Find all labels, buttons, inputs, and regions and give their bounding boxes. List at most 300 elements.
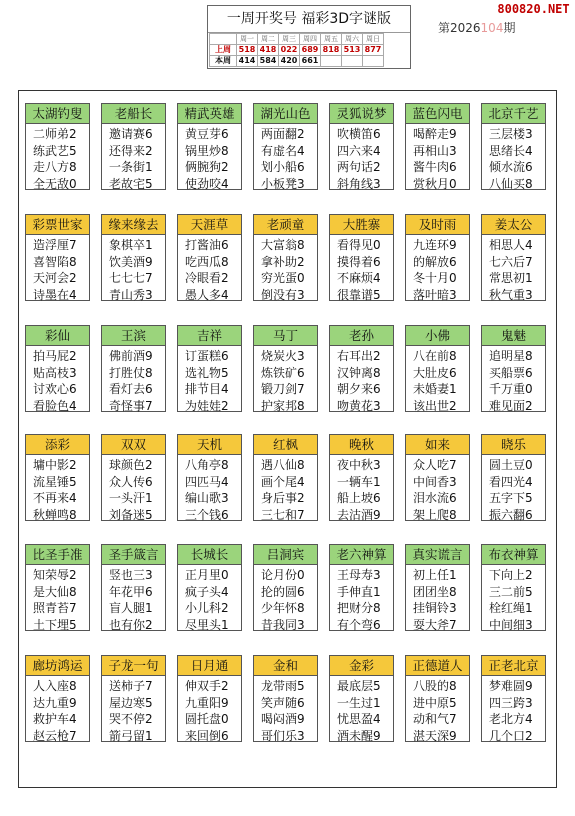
day-header-row xyxy=(210,34,384,45)
riddle-line: 二师弟2 xyxy=(33,127,77,141)
riddle-card xyxy=(329,434,394,521)
riddle-line: 一辆车1 xyxy=(337,474,381,489)
riddle-line: 湛天深9 xyxy=(413,728,457,743)
riddle-line: 老北方4 xyxy=(489,712,533,726)
riddle-line: 汉钟离8 xyxy=(337,365,381,380)
riddle-line: 球颜色2 xyxy=(109,458,153,472)
riddle-lines xyxy=(406,235,469,303)
riddle-card-title: 布衣神算 xyxy=(482,545,545,565)
riddle-lines xyxy=(330,455,393,523)
riddle-line: 锻刀剑7 xyxy=(261,382,305,396)
riddle-line: 选礼物5 xyxy=(185,365,229,380)
riddle-line: 八股的8 xyxy=(413,679,457,693)
riddle-card xyxy=(25,103,90,190)
riddle-card xyxy=(101,103,166,190)
last-week-row xyxy=(210,45,384,56)
riddle-line: 两句话2 xyxy=(337,160,381,174)
riddle-card-title: 王滨 xyxy=(102,326,165,346)
riddle-card-title: 正德道人 xyxy=(406,656,469,676)
riddle-card-title: 马丁 xyxy=(254,326,317,346)
riddle-card-title: 真实谎言 xyxy=(406,545,469,565)
riddle-line: 护家邦8 xyxy=(261,398,305,413)
riddle-line: 船上坡6 xyxy=(337,491,381,505)
issue-prefix: 第2026 xyxy=(438,21,481,35)
riddle-line: 团团坐8 xyxy=(413,584,457,599)
riddle-line: 照青苔7 xyxy=(33,601,77,615)
riddle-lines xyxy=(26,455,89,523)
riddle-line: 三层楼3 xyxy=(489,127,533,141)
riddle-card-title: 子龙一句 xyxy=(102,656,165,676)
riddle-line: 讨欢心6 xyxy=(33,382,77,396)
draw-number xyxy=(363,56,384,67)
riddle-line: 烧炭火3 xyxy=(261,349,305,363)
riddle-line: 冬十月0 xyxy=(413,271,457,285)
riddle-line: 振六翻6 xyxy=(489,507,533,522)
riddle-lines xyxy=(102,124,165,192)
riddle-card xyxy=(253,214,318,301)
riddle-card xyxy=(329,544,394,631)
riddle-lines xyxy=(406,676,469,744)
riddle-card-title: 晓乐 xyxy=(482,435,545,455)
riddle-line: 送柿子7 xyxy=(109,679,153,693)
riddle-line: 老故宅5 xyxy=(109,176,153,191)
riddle-line: 三七和7 xyxy=(261,507,305,522)
riddle-line: 抡的圆6 xyxy=(261,584,305,599)
riddle-line: 哥们乐3 xyxy=(261,728,305,743)
riddle-card-title: 正老北京 xyxy=(482,656,545,676)
riddle-card xyxy=(177,434,242,521)
riddle-line: 圆托盘0 xyxy=(185,712,229,726)
riddle-lines xyxy=(26,676,89,744)
riddle-card xyxy=(101,655,166,742)
riddle-line: 俩腕狗2 xyxy=(185,160,229,174)
riddle-card-title: 精武英雄 xyxy=(178,104,241,124)
riddle-line: 愚人多4 xyxy=(185,287,229,302)
this-week-row xyxy=(210,56,384,67)
riddle-lines xyxy=(178,235,241,303)
day-header: 周四 xyxy=(300,34,321,45)
riddle-lines xyxy=(254,235,317,303)
draw-results-table xyxy=(209,33,384,67)
draw-number: 877 xyxy=(363,45,384,56)
riddle-line: 常思初1 xyxy=(489,271,533,285)
riddle-line: 昔我同3 xyxy=(261,617,305,632)
riddle-lines xyxy=(406,565,469,633)
riddle-line: 土下埋5 xyxy=(33,617,77,632)
riddle-lines xyxy=(330,235,393,303)
riddle-card-title: 圣手箴言 xyxy=(102,545,165,565)
riddle-line: 倾水流6 xyxy=(489,160,533,174)
riddle-lines xyxy=(254,565,317,633)
riddle-line: 造浮厘7 xyxy=(33,238,77,252)
riddle-line: 箭弓留1 xyxy=(109,728,153,743)
riddle-line: 不麻烦4 xyxy=(337,271,381,285)
riddle-line: 年花甲6 xyxy=(109,584,153,599)
riddle-lines xyxy=(102,565,165,633)
riddle-line: 很靠谱5 xyxy=(337,287,381,302)
riddle-card xyxy=(253,434,318,521)
riddle-lines xyxy=(254,455,317,523)
riddle-line: 两面翻2 xyxy=(261,127,305,141)
riddle-line: 梦难圆9 xyxy=(489,679,533,693)
riddle-card xyxy=(177,103,242,190)
riddle-line: 一头汗1 xyxy=(109,491,153,505)
riddle-card xyxy=(25,655,90,742)
corner-cell xyxy=(210,34,237,45)
riddle-line: 吻黄花3 xyxy=(337,398,381,413)
riddle-card-title: 老六神算 xyxy=(330,545,393,565)
riddle-line: 知荣辱2 xyxy=(33,568,77,582)
riddle-lines xyxy=(178,124,241,192)
riddle-lines xyxy=(254,124,317,192)
day-header: 周六 xyxy=(342,34,363,45)
riddle-card xyxy=(177,544,242,631)
riddle-line: 身后事2 xyxy=(261,491,305,505)
riddle-lines xyxy=(26,565,89,633)
riddle-lines xyxy=(482,235,545,303)
riddle-lines xyxy=(482,346,545,414)
riddle-line: 正月里0 xyxy=(185,568,229,582)
riddle-line: 还得来2 xyxy=(109,143,153,158)
riddle-line: 拍马屁2 xyxy=(33,349,77,363)
riddle-card-title: 蓝色闪电 xyxy=(406,104,469,124)
riddle-line: 七七七7 xyxy=(109,271,153,285)
riddle-line: 右耳出2 xyxy=(337,349,381,363)
riddle-line: 泪水流6 xyxy=(413,491,457,505)
riddle-card xyxy=(329,103,394,190)
riddle-lines xyxy=(330,565,393,633)
riddle-line: 饮美酒9 xyxy=(109,254,153,269)
riddle-line: 竖也三3 xyxy=(109,568,153,582)
riddle-line: 达九重9 xyxy=(33,695,77,710)
riddle-card-title: 添彩 xyxy=(26,435,89,455)
riddle-lines xyxy=(482,676,545,744)
riddle-lines xyxy=(254,346,317,414)
draw-number xyxy=(342,56,363,67)
riddle-line: 栓红绳1 xyxy=(489,601,533,615)
riddle-card xyxy=(481,544,546,631)
this-week-label: 本周 xyxy=(210,56,237,67)
riddle-card xyxy=(25,544,90,631)
riddle-card xyxy=(25,434,90,521)
riddle-card xyxy=(253,325,318,412)
riddle-line: 的解放6 xyxy=(413,254,457,269)
riddle-lines xyxy=(482,455,545,523)
issue-number xyxy=(438,19,515,36)
riddle-line: 中间香3 xyxy=(413,474,457,489)
riddle-line: 初上任1 xyxy=(413,568,457,582)
riddle-card xyxy=(101,434,166,521)
riddle-line: 划小船6 xyxy=(261,160,305,174)
riddle-card xyxy=(25,214,90,301)
riddle-line: 朝夕来6 xyxy=(337,382,381,396)
riddle-card xyxy=(329,325,394,412)
riddle-line: 穷光蛋0 xyxy=(261,271,305,285)
riddle-line: 炼铁矿6 xyxy=(261,365,305,380)
riddle-line: 该出世2 xyxy=(413,398,457,413)
riddle-line: 贴高枝3 xyxy=(33,365,77,380)
riddle-line: 订蛋糕6 xyxy=(185,349,229,363)
riddle-card xyxy=(481,655,546,742)
riddle-line: 遇八仙8 xyxy=(261,458,305,472)
day-header: 周二 xyxy=(258,34,279,45)
riddle-line: 动和气7 xyxy=(413,712,457,726)
riddle-line: 大肚皮6 xyxy=(413,365,457,380)
riddle-line: 喜智陷8 xyxy=(33,254,77,269)
riddle-card xyxy=(101,214,166,301)
riddle-line: 小儿科2 xyxy=(185,601,229,615)
riddle-lines xyxy=(178,676,241,744)
riddle-card-title: 灵狐说梦 xyxy=(330,104,393,124)
riddle-card-title: 红枫 xyxy=(254,435,317,455)
riddle-card-title: 太湖钓叟 xyxy=(26,104,89,124)
riddle-line: 尽里头1 xyxy=(185,617,229,632)
riddle-line: 八角亭8 xyxy=(185,458,229,472)
riddle-card xyxy=(329,655,394,742)
draw-number: 584 xyxy=(258,56,279,67)
riddle-card-title: 双双 xyxy=(102,435,165,455)
riddle-line: 吃西瓜8 xyxy=(185,254,229,269)
riddle-line: 打酱油6 xyxy=(185,238,229,252)
riddle-card-title: 天机 xyxy=(178,435,241,455)
riddle-line: 天河会2 xyxy=(33,271,77,285)
riddle-lines xyxy=(102,676,165,744)
riddle-lines xyxy=(102,346,165,414)
riddle-line: 看脸色4 xyxy=(33,398,77,413)
riddle-card xyxy=(177,655,242,742)
riddle-line: 众人吃7 xyxy=(413,458,457,472)
riddle-line: 全无敌0 xyxy=(33,176,77,191)
riddle-card-title: 彩票世家 xyxy=(26,215,89,235)
riddle-lines xyxy=(26,235,89,303)
riddle-lines xyxy=(406,124,469,192)
riddle-card-title: 老孙 xyxy=(330,326,393,346)
riddle-line: 盲人腿1 xyxy=(109,601,153,615)
riddle-line: 忧思盈4 xyxy=(337,712,381,726)
riddle-card-title: 廊坊鸿运 xyxy=(26,656,89,676)
riddle-line: 有个弯6 xyxy=(337,617,381,632)
riddle-line: 赵云枪7 xyxy=(33,728,77,743)
riddle-line: 走八方8 xyxy=(33,160,77,174)
riddle-lines xyxy=(178,455,241,523)
riddle-lines xyxy=(102,235,165,303)
riddle-line: 伸双手2 xyxy=(185,679,229,693)
issue-number-value: 104 xyxy=(480,21,504,35)
riddle-card-title: 姜太公 xyxy=(482,215,545,235)
riddle-lines xyxy=(330,346,393,414)
riddle-line: 九连环9 xyxy=(413,238,457,252)
riddle-line: 耍大斧7 xyxy=(413,617,457,632)
riddle-line: 看灯去6 xyxy=(109,382,153,396)
draw-number: 414 xyxy=(237,56,258,67)
riddle-line: 救护车4 xyxy=(33,712,77,726)
riddle-card xyxy=(253,544,318,631)
riddle-line: 看得见0 xyxy=(337,238,381,252)
riddle-line: 四六来4 xyxy=(337,143,381,158)
riddle-card xyxy=(405,325,470,412)
riddle-line: 去沽酒9 xyxy=(337,507,381,522)
riddle-line: 王母寿3 xyxy=(337,568,381,582)
riddle-line: 八在前8 xyxy=(413,349,457,363)
riddle-line: 来回倒6 xyxy=(185,728,229,743)
riddle-card-grid xyxy=(18,90,557,788)
riddle-lines xyxy=(330,676,393,744)
riddle-line: 落叶暗3 xyxy=(413,287,457,302)
riddle-line: 墉中影2 xyxy=(33,458,77,472)
riddle-card-title: 湖光山色 xyxy=(254,104,317,124)
riddle-line: 也有你2 xyxy=(109,617,153,632)
riddle-card-title: 大胜寨 xyxy=(330,215,393,235)
day-header: 周五 xyxy=(321,34,342,45)
riddle-line: 编山歌3 xyxy=(185,491,229,505)
riddle-line: 夜中秋3 xyxy=(337,458,381,472)
riddle-line: 刘备迷5 xyxy=(109,507,153,522)
riddle-lines xyxy=(406,346,469,414)
riddle-line: 难见面2 xyxy=(489,398,533,413)
riddle-line: 圆土豆0 xyxy=(489,458,533,472)
riddle-line: 小板凳3 xyxy=(261,176,305,191)
riddle-card xyxy=(405,655,470,742)
riddle-lines xyxy=(102,455,165,523)
riddle-line: 少年怀8 xyxy=(261,601,305,615)
riddle-lines xyxy=(178,346,241,414)
riddle-card xyxy=(25,325,90,412)
riddle-lines xyxy=(330,124,393,192)
draw-number: 689 xyxy=(300,45,321,56)
riddle-line: 九重阳9 xyxy=(185,695,229,710)
riddle-line: 佛前酒9 xyxy=(109,349,153,363)
riddle-line: 几个口2 xyxy=(489,728,533,743)
riddle-card-title: 天涯草 xyxy=(178,215,241,235)
riddle-card-title: 吕洞宾 xyxy=(254,545,317,565)
riddle-line: 把财分8 xyxy=(337,601,381,615)
riddle-card-title: 如来 xyxy=(406,435,469,455)
riddle-line: 架上爬8 xyxy=(413,507,457,522)
header-title: 一周开奖号 福彩3D字谜版 xyxy=(208,6,410,33)
riddle-lines xyxy=(482,565,545,633)
riddle-card xyxy=(481,103,546,190)
riddle-line: 五字下5 xyxy=(489,491,533,505)
last-week-label: 上周 xyxy=(210,45,237,56)
riddle-card xyxy=(101,544,166,631)
draw-number: 418 xyxy=(258,45,279,56)
draw-number: 518 xyxy=(237,45,258,56)
riddle-card xyxy=(481,434,546,521)
riddle-line: 再相山3 xyxy=(413,143,457,158)
riddle-card-title: 缘来缘去 xyxy=(102,215,165,235)
riddle-card-title: 鬼魅 xyxy=(482,326,545,346)
day-header: 周三 xyxy=(279,34,300,45)
riddle-line: 青山秀3 xyxy=(109,287,153,302)
riddle-card xyxy=(329,214,394,301)
riddle-line: 屋边寒5 xyxy=(109,695,153,710)
riddle-card-title: 北京千艺 xyxy=(482,104,545,124)
riddle-line: 使劲咬4 xyxy=(185,176,229,191)
riddle-card-title: 比圣手准 xyxy=(26,545,89,565)
draw-number: 513 xyxy=(342,45,363,56)
riddle-card-title: 日月通 xyxy=(178,656,241,676)
riddle-line: 为娃娃2 xyxy=(185,398,229,413)
riddle-line: 是大仙8 xyxy=(33,584,77,599)
riddle-line: 秋蝉鸣8 xyxy=(33,507,77,522)
riddle-line: 人入座8 xyxy=(33,679,77,693)
riddle-line: 下向上2 xyxy=(489,568,533,582)
draw-number xyxy=(321,56,342,67)
riddle-card-title: 金彩 xyxy=(330,656,393,676)
draw-number: 420 xyxy=(279,56,300,67)
riddle-lines xyxy=(406,455,469,523)
riddle-line: 有虚名4 xyxy=(261,143,305,158)
riddle-line: 打胜仗8 xyxy=(109,365,153,380)
riddle-card xyxy=(405,214,470,301)
riddle-line: 未婚妻1 xyxy=(413,382,457,396)
riddle-card-title: 小佛 xyxy=(406,326,469,346)
riddle-lines xyxy=(26,124,89,192)
riddle-line: 秋气重3 xyxy=(489,287,533,302)
riddle-card xyxy=(405,103,470,190)
riddle-line: 三二前5 xyxy=(489,584,533,599)
riddle-line: 酱牛肉6 xyxy=(413,160,457,174)
riddle-line: 龙带雨5 xyxy=(261,679,305,693)
riddle-card-title: 晚秋 xyxy=(330,435,393,455)
riddle-line: 思绪长4 xyxy=(489,143,533,158)
riddle-line: 中间细3 xyxy=(489,617,533,632)
riddle-line: 排节目4 xyxy=(185,382,229,396)
riddle-card-title: 吉祥 xyxy=(178,326,241,346)
riddle-card xyxy=(177,214,242,301)
riddle-line: 买船票6 xyxy=(489,365,533,380)
riddle-card xyxy=(481,325,546,412)
riddle-line: 论月份0 xyxy=(261,568,305,582)
riddle-card-title: 彩仙 xyxy=(26,326,89,346)
riddle-card xyxy=(405,544,470,631)
riddle-line: 奇怪事7 xyxy=(109,398,153,413)
issue-suffix: 期 xyxy=(503,21,516,35)
riddle-card-title: 及时雨 xyxy=(406,215,469,235)
riddle-line: 邀请赛6 xyxy=(109,127,153,141)
riddle-card-title: 长城长 xyxy=(178,545,241,565)
riddle-line: 四三跨3 xyxy=(489,695,533,710)
riddle-line: 四匹马4 xyxy=(185,474,229,489)
riddle-card-title: 金和 xyxy=(254,656,317,676)
riddle-line: 手伸直1 xyxy=(337,584,381,599)
riddle-line: 看四光4 xyxy=(489,474,533,489)
riddle-line: 吹横笛6 xyxy=(337,127,381,141)
riddle-line: 哭不停2 xyxy=(109,712,153,726)
riddle-line: 进中原5 xyxy=(413,695,457,710)
draw-number: 022 xyxy=(279,45,300,56)
riddle-line: 三个钱6 xyxy=(185,507,229,522)
riddle-line: 赏秋月0 xyxy=(413,176,457,191)
riddle-lines xyxy=(178,565,241,633)
riddle-line: 八仙买8 xyxy=(489,176,533,191)
riddle-line: 众人传6 xyxy=(109,474,153,489)
riddle-line: 练武艺5 xyxy=(33,143,77,158)
draw-number: 661 xyxy=(300,56,321,67)
draw-number: 818 xyxy=(321,45,342,56)
riddle-line: 一生过1 xyxy=(337,695,381,710)
riddle-card xyxy=(253,655,318,742)
riddle-line: 锅里炒8 xyxy=(185,143,229,158)
riddle-line: 喝闷酒9 xyxy=(261,712,305,726)
riddle-line: 追明星8 xyxy=(489,349,533,363)
riddle-lines xyxy=(254,676,317,744)
riddle-line: 流星锤5 xyxy=(33,474,77,489)
site-watermark: 800820.NET xyxy=(492,0,575,18)
riddle-card-title: 老船长 xyxy=(102,104,165,124)
riddle-line: 诗墨在4 xyxy=(33,287,77,302)
riddle-line: 大富翁8 xyxy=(261,238,305,252)
